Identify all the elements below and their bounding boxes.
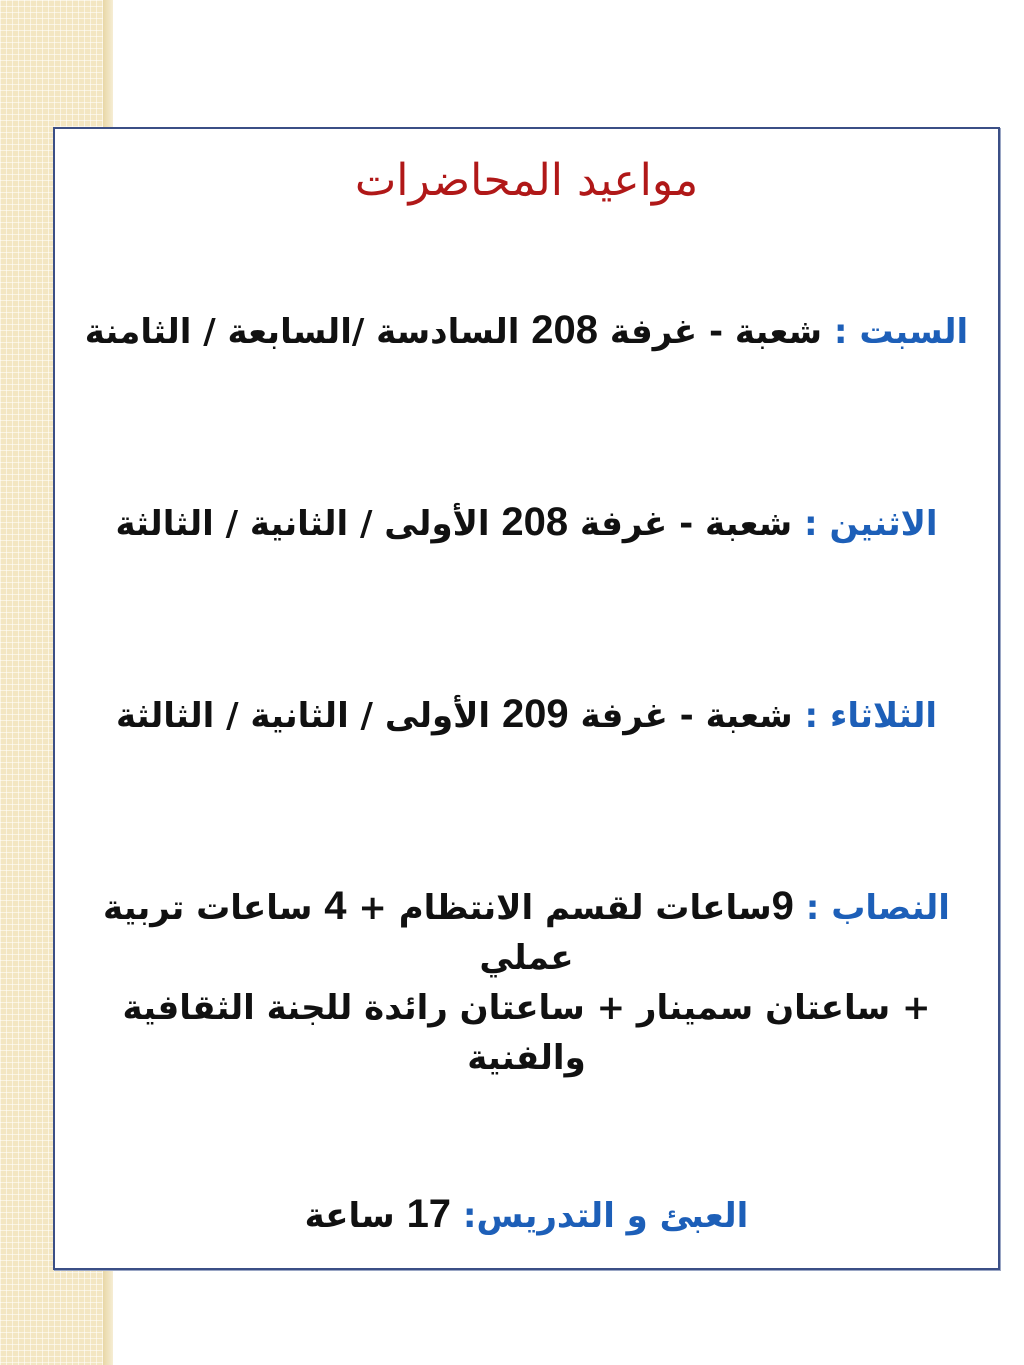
saturday-room: 208 xyxy=(531,308,598,352)
saturday-separator: : xyxy=(833,312,848,352)
monday-entry xyxy=(75,497,978,549)
saturday-sections: السادسة /السابعة / الثامنة xyxy=(84,312,520,352)
monday-separator: : xyxy=(804,504,818,544)
monday-room: 208 xyxy=(501,500,569,544)
monday-sections: الأولى / الثانية / الثالثة xyxy=(115,504,490,544)
quota-separator: : xyxy=(805,888,820,928)
teaching-load-entry xyxy=(75,1189,978,1241)
load-label: العبئ و التدريس: xyxy=(462,1196,749,1236)
monday-text: شعبة - غرفة xyxy=(580,504,793,544)
page-title: مواعيد المحاضرات xyxy=(354,155,699,206)
quota-hours-regular: 9 xyxy=(771,884,794,928)
tuesday-day-label: الثلاثاء xyxy=(830,696,938,736)
tuesday-room: 209 xyxy=(501,692,569,736)
quota-text-regular: ساعات لقسم الانتظام + xyxy=(358,888,772,928)
saturday-entry xyxy=(75,305,978,357)
quota-label: النصاب xyxy=(831,888,950,928)
quota-line-1 xyxy=(75,881,978,983)
load-hours: 17 xyxy=(406,1192,452,1236)
load-unit: ساعة xyxy=(304,1196,395,1236)
tuesday-text: شعبة - غرفة xyxy=(580,696,793,736)
quota-text-practical: ساعات تربية عملي xyxy=(103,888,574,978)
teaching-quota-entry xyxy=(75,881,978,1083)
tuesday-separator: : xyxy=(804,696,819,736)
quota-line-2: + ساعتان سمينار + ساعتان رائدة للجنة الثقافية والفنية xyxy=(122,988,931,1078)
schedule-box xyxy=(53,127,1000,1270)
quota-hours-practical: 4 xyxy=(324,884,347,928)
monday-day-label: الاثنين xyxy=(829,504,938,544)
saturday-day-label: السبت xyxy=(859,312,969,352)
saturday-text: شعبة - غرفة xyxy=(609,312,823,352)
tuesday-entry xyxy=(75,689,978,741)
tuesday-sections: الأولى / الثانية / الثالثة xyxy=(115,696,491,736)
